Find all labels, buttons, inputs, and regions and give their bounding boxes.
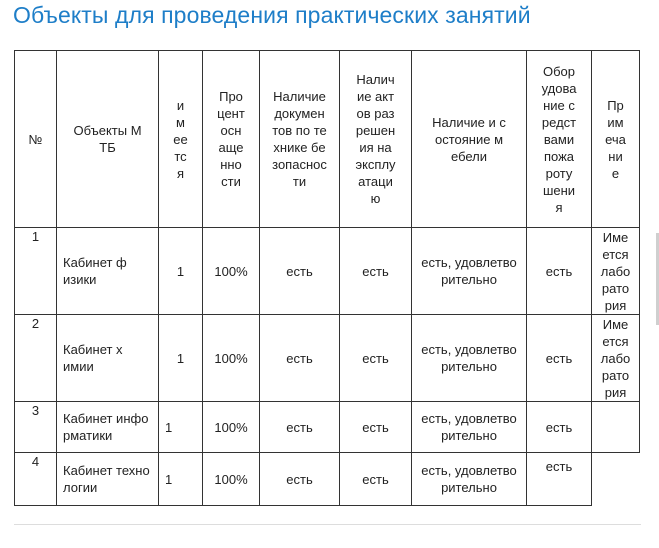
row-quantity: 1 <box>159 402 203 453</box>
table-row <box>15 315 640 402</box>
row-safety-docs: есть <box>260 402 340 453</box>
row-furniture: есть, удовлетворительно <box>412 453 527 506</box>
row-number: 3 <box>15 402 57 453</box>
row-permits: есть <box>340 228 412 315</box>
row-number: 1 <box>15 228 57 315</box>
header-furniture: Наличие и состояние мебели <box>412 51 527 228</box>
row-permits: есть <box>340 402 412 453</box>
header-number: № <box>15 51 57 228</box>
row-number: 4 <box>15 453 57 506</box>
row-notes-empty <box>592 453 640 506</box>
row-safety-docs: есть <box>260 315 340 402</box>
row-safety-docs: есть <box>260 228 340 315</box>
row-fire-equipment: есть <box>527 402 592 453</box>
header-percent: Процент оснащенности <box>203 51 260 228</box>
header-notes: Примечание <box>592 51 640 228</box>
header-permits: Наличие актов разрешения на эксплуатацию <box>340 51 412 228</box>
header-available: имеется <box>159 51 203 228</box>
row-notes: Имеется лаборатория <box>592 228 640 315</box>
row-furniture: есть, удовлетворительно <box>412 402 527 453</box>
row-notes: Имеется лаборатория <box>592 315 640 402</box>
header-objects: Объекты МТБ <box>57 51 159 228</box>
row-fire-equipment: есть <box>527 315 592 402</box>
table-row <box>15 402 640 453</box>
row-quantity: 1 <box>159 315 203 402</box>
page-title: Объекты для проведения практических занятий <box>13 2 531 28</box>
row-furniture: есть, удовлетворительно <box>412 228 527 315</box>
row-object-name: Кабинет физики <box>57 228 159 315</box>
row-number: 2 <box>15 315 57 402</box>
row-percent: 100% <box>203 402 260 453</box>
row-percent: 100% <box>203 315 260 402</box>
row-quantity: 1 <box>159 453 203 506</box>
header-safety-docs: Наличие документов по технике безопасности <box>260 51 340 228</box>
row-percent: 100% <box>203 453 260 506</box>
row-furniture: есть, удовлетворительно <box>412 315 527 402</box>
table-row <box>15 453 640 506</box>
row-quantity: 1 <box>159 228 203 315</box>
row-notes <box>592 402 640 453</box>
table-header-row <box>15 51 640 228</box>
row-percent: 100% <box>203 228 260 315</box>
bottom-divider <box>14 524 641 525</box>
header-fire-equipment: Оборудование средствами пожаротушения <box>527 51 592 228</box>
row-object-name: Кабинет технологии <box>57 453 159 506</box>
row-object-name: Кабинет химии <box>57 315 159 402</box>
row-object-name: Кабинет информатики <box>57 402 159 453</box>
row-safety-docs: есть <box>260 453 340 506</box>
row-fire-equipment: есть <box>527 453 592 506</box>
practical-objects-table <box>14 50 640 506</box>
row-permits: есть <box>340 453 412 506</box>
table-row <box>15 228 640 315</box>
row-fire-equipment: есть <box>527 228 592 315</box>
row-permits: есть <box>340 315 412 402</box>
